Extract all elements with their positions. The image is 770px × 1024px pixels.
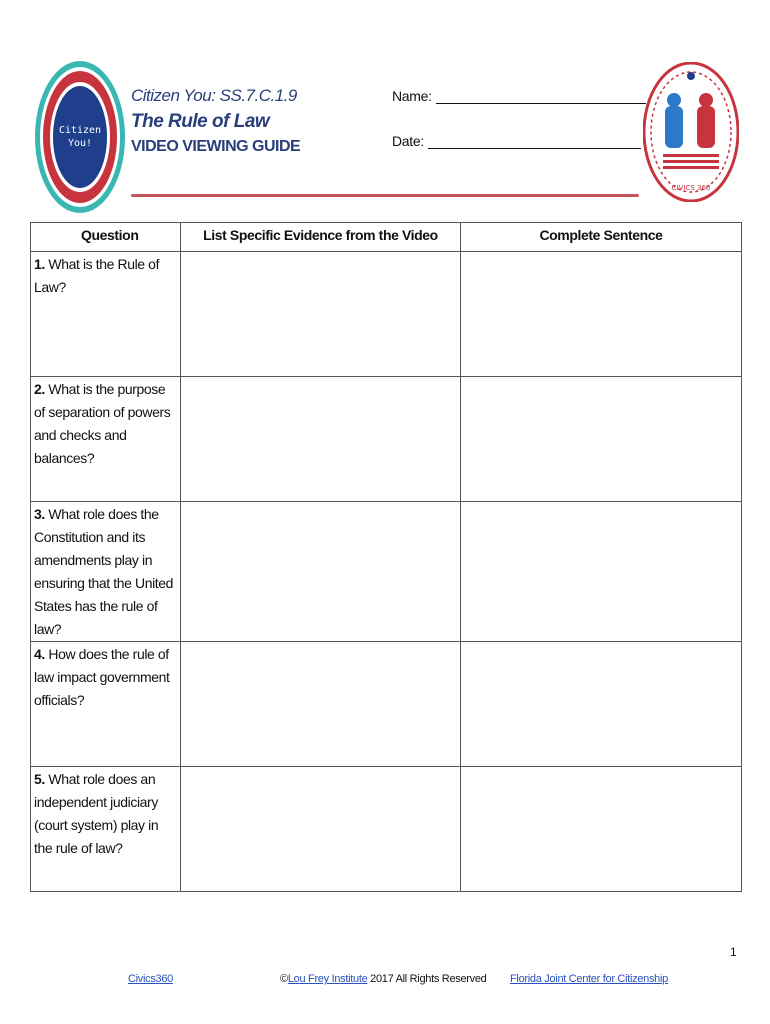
table-row [31, 767, 742, 892]
citizen-you-logo [34, 60, 126, 214]
table-row [31, 252, 742, 377]
sentence-cell-2[interactable] [461, 377, 742, 502]
question-cell-1 [31, 252, 181, 377]
civics360-seal-logo [643, 62, 739, 202]
name-blank-line[interactable] [436, 89, 646, 104]
column-header-question: Question [31, 223, 181, 252]
question-cell-4 [31, 642, 181, 767]
sentence-cell-4[interactable] [461, 642, 742, 767]
evidence-cell-4[interactable] [181, 642, 461, 767]
name-label: Name: [392, 88, 432, 104]
lou-frey-institute-link[interactable]: Lou Frey Institute [287, 973, 368, 985]
date-blank-line[interactable] [428, 134, 641, 149]
page-title: The Rule of Law [131, 111, 270, 132]
copyright-symbol: © [280, 973, 288, 985]
date-field [392, 133, 641, 149]
reader-figure-icon-2 [697, 106, 715, 148]
page-subtitle: VIDEO VIEWING GUIDE [131, 138, 301, 155]
question-cell-5 [31, 767, 181, 892]
table-row [31, 502, 742, 642]
seal-text: CIVICS 360 [671, 184, 711, 192]
star-icon [687, 72, 695, 80]
column-header-evidence: List Specific Evidence from the Video [181, 223, 461, 252]
copyright-notice [280, 973, 486, 985]
question-text: What role does an independent judiciary (court system) play in the rule of law? [34, 771, 159, 856]
question-number: 3. [34, 506, 45, 522]
page-number: 1 [730, 945, 737, 959]
evidence-cell-2[interactable] [181, 377, 461, 502]
table-header-row [31, 223, 742, 252]
sentence-cell-1[interactable] [461, 252, 742, 377]
question-text: How does the rule of law impact government officials? [34, 646, 170, 708]
question-number: 2. [34, 381, 45, 397]
evidence-cell-3[interactable] [181, 502, 461, 642]
question-text: What is the Rule of Law? [34, 256, 160, 295]
question-text: What role does the Constitution and its amendments play in ensuring that the United States has the rule of law? [34, 506, 174, 637]
header-divider [131, 194, 639, 197]
question-cell-3 [31, 502, 181, 642]
sentence-cell-3[interactable] [461, 502, 742, 642]
copyright-text: 2017 All Rights Reserved [367, 973, 487, 985]
question-text: What is the purpose of separation of powers and checks and balances? [34, 381, 171, 466]
evidence-cell-1[interactable] [181, 252, 461, 377]
series-code: Citizen You: SS.7.C.1.9 [131, 86, 297, 105]
table-row [31, 377, 742, 502]
header-block [131, 86, 300, 156]
logo-text-line-2: You! [67, 138, 93, 149]
viewing-guide-table [30, 222, 742, 892]
question-number: 1. [34, 256, 45, 272]
sentence-cell-5[interactable] [461, 767, 742, 892]
question-number: 5. [34, 771, 45, 787]
florida-joint-center-link[interactable]: Florida Joint Center for Citizenship [510, 973, 668, 985]
table-row [31, 642, 742, 767]
reader-figure-icon [665, 106, 683, 148]
question-cell-2 [31, 377, 181, 502]
name-field [392, 88, 646, 104]
column-header-sentence: Complete Sentence [461, 223, 742, 252]
logo-text-line-1: Citizen [58, 125, 102, 136]
evidence-cell-5[interactable] [181, 767, 461, 892]
question-number: 4. [34, 646, 45, 662]
civics360-link[interactable]: Civics360 [128, 973, 173, 985]
date-label: Date: [392, 133, 424, 149]
